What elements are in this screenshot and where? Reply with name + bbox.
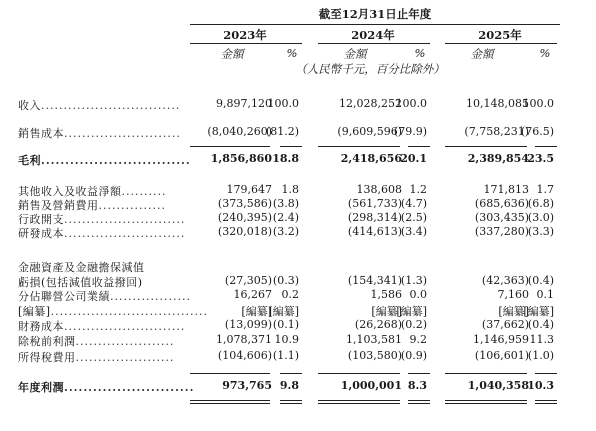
leader-dots: ........................... [64, 213, 186, 226]
leader-dots: ............... [98, 199, 166, 212]
amount-cell: 1,586 [370, 288, 402, 301]
amount-cell: 12,028,252 [339, 97, 402, 110]
row-label-text: 金融資產及金融擔保減值 [18, 261, 145, 274]
year-2024: 2024年 [351, 28, 395, 42]
rule [445, 146, 527, 147]
row-label-text: 虧損(包括減值收益撥回) [18, 276, 143, 289]
leader-dots: ............................... [41, 99, 181, 112]
amount-cell: (42,363) [481, 274, 529, 287]
row-label-text: 毛利 [18, 154, 41, 167]
percent-cell: 23.5 [527, 152, 554, 165]
percent-cell: (6.8) [527, 197, 554, 210]
year-2024-rule [318, 43, 430, 44]
percent-cell: 1.7 [536, 183, 554, 196]
percent-cell: (1.1) [272, 349, 299, 362]
percent-cell: (0.9) [400, 349, 427, 362]
percent-cell: (76.5) [520, 125, 554, 138]
rule [190, 146, 270, 147]
year-2025: 2025年 [478, 28, 522, 42]
percent-cell: (3.0) [527, 211, 554, 224]
amount-cell: (154,341) [347, 274, 402, 287]
percent-cell: (81.2) [265, 125, 299, 138]
percent-cell: (1.3) [400, 274, 427, 287]
amount-cell: (26,268) [354, 318, 402, 331]
row-label [18, 125, 181, 141]
amount-cell: 2,418,656 [340, 152, 402, 165]
row-label-text: 銷售及營銷費用 [18, 199, 99, 212]
leader-dots: ...................... [75, 351, 175, 364]
leader-dots: ...................... [75, 335, 175, 348]
amount-cell: 2,389,854 [467, 152, 529, 165]
amount-cell: 1,040,358 [467, 379, 529, 392]
amount-cell: (298,314) [347, 211, 402, 224]
amount-cell: [編纂] [498, 305, 529, 318]
rule [535, 146, 557, 147]
percent-cell: (0.4) [527, 318, 554, 331]
percent-cell: 8.3 [407, 379, 427, 392]
row-label-text: 財務成本 [18, 320, 64, 333]
row-label-text: 分佔聯營公司業績 [18, 290, 110, 303]
percent-cell: (3.2) [272, 225, 299, 238]
row-label-text: 所得稅費用 [18, 351, 76, 364]
rule [408, 373, 430, 374]
amount-header-2024: 金額 [343, 47, 367, 61]
percent-cell: (0.4) [527, 274, 554, 287]
amount-cell: (27,305) [224, 274, 272, 287]
amount-cell: [編纂] [241, 305, 272, 318]
amount-cell: (337,280) [474, 225, 529, 238]
percent-cell: 0.2 [281, 288, 299, 301]
leader-dots: ........................... [64, 320, 186, 333]
percent-cell: (0.1) [272, 318, 299, 331]
rule [190, 373, 270, 374]
percent-header-2025: % [539, 46, 551, 60]
amount-cell: (373,586) [217, 197, 272, 210]
percent-cell: (1.0) [527, 349, 554, 362]
percent-cell: 100.0 [395, 97, 427, 110]
row-label-text: 行政開支 [18, 213, 64, 226]
percent-cell: 1.2 [409, 183, 427, 196]
percent-cell: 100.0 [267, 97, 299, 110]
amount-cell: (7,758,231) [464, 125, 529, 138]
percent-header-2024: % [414, 46, 426, 60]
amount-cell: (414,613) [347, 225, 402, 238]
percent-cell: 0.0 [409, 288, 427, 301]
percent-cell: (4.7) [400, 197, 427, 210]
amount-cell: (13,099) [224, 318, 272, 331]
row-label-text: [編纂] [18, 305, 51, 318]
percent-cell: 0.1 [536, 288, 554, 301]
amount-cell: (320,018) [217, 225, 272, 238]
percent-cell: 1.8 [281, 183, 299, 196]
percent-cell: 18.8 [272, 152, 299, 165]
amount-cell: [編纂] [371, 305, 402, 318]
amount-cell: 7,160 [497, 288, 529, 301]
row-label [18, 259, 145, 275]
amount-cell: 9,897,120 [216, 97, 272, 110]
row-label [18, 152, 191, 168]
row-label-text: 其他收入及收益淨額 [18, 185, 122, 198]
leader-dots: .......................... [64, 127, 181, 140]
double-rule [535, 400, 557, 404]
percent-cell: (0.2) [400, 318, 427, 331]
percent-cell: (3.8) [272, 197, 299, 210]
row-label [18, 97, 180, 113]
amount-header-2023: 金額 [220, 47, 244, 61]
amount-cell: 171,813 [483, 183, 529, 196]
rule [408, 146, 430, 147]
percent-cell: [編纂] [396, 305, 427, 318]
percent-cell: 11.3 [529, 333, 554, 346]
amount-cell: 1,146,959 [473, 333, 529, 346]
leader-dots: .......... [121, 185, 167, 198]
percent-cell: (79.9) [393, 125, 427, 138]
amount-cell: (240,395) [217, 211, 272, 224]
rule [280, 373, 302, 374]
percent-cell: [編纂] [523, 305, 554, 318]
percent-cell: (3.4) [400, 225, 427, 238]
row-label-text: 收入 [18, 99, 41, 112]
double-rule [280, 400, 302, 404]
amount-cell: 1,103,581 [346, 333, 402, 346]
rule [445, 373, 527, 374]
row-label [18, 303, 208, 319]
row-label-text: 年度利潤 [18, 381, 64, 394]
amount-cell: (685,636) [474, 197, 529, 210]
amount-cell: (303,435) [474, 211, 529, 224]
row-label-text: 銷售成本 [18, 127, 64, 140]
unit-note: （人民幣千元，百分比除外） [295, 62, 445, 76]
amount-header-2025: 金額 [470, 47, 494, 61]
leader-dots: .................. [110, 290, 191, 303]
leader-dots: ........................... [64, 227, 186, 240]
amount-cell: 1,000,001 [340, 379, 402, 392]
amount-cell: 10,148,085 [466, 97, 529, 110]
percent-header-2023: % [286, 46, 298, 60]
percent-cell: (2.5) [400, 211, 427, 224]
amount-cell: (9,609,596) [337, 125, 402, 138]
row-label [18, 333, 174, 349]
row-label [18, 379, 194, 395]
double-rule [318, 400, 400, 404]
rule [318, 146, 400, 147]
row-label [18, 288, 191, 304]
row-label [18, 225, 185, 241]
double-rule [445, 400, 527, 404]
row-label-text: 研發成本 [18, 227, 64, 240]
row-label-text: 除稅前利潤 [18, 335, 76, 348]
amount-cell: 16,267 [233, 288, 272, 301]
year-2025-rule [445, 43, 557, 44]
rule [280, 146, 302, 147]
header-rule [190, 24, 560, 25]
row-label [18, 349, 174, 365]
amount-cell: (561,733) [347, 197, 402, 210]
year-2023-rule [190, 43, 302, 44]
leader-dots: ........................... [64, 381, 195, 394]
percent-cell: 20.1 [400, 152, 427, 165]
period-title: 截至12月31日止年度 [318, 7, 432, 21]
percent-cell: (0.3) [272, 274, 299, 287]
percent-cell: (2.4) [272, 211, 299, 224]
amount-cell: 1,078,371 [216, 333, 272, 346]
amount-cell: 138,608 [356, 183, 402, 196]
rule [318, 373, 400, 374]
amount-cell: (8,040,260) [207, 125, 272, 138]
double-rule [408, 400, 430, 404]
row-label [18, 318, 185, 334]
amount-cell: 973,765 [222, 379, 272, 392]
leader-dots: ................................... [50, 305, 208, 318]
year-2023: 2023年 [223, 28, 267, 42]
rule [535, 373, 557, 374]
percent-cell: 9.2 [409, 333, 427, 346]
amount-cell: (103,580) [347, 349, 402, 362]
percent-cell: 10.9 [274, 333, 299, 346]
percent-cell: 10.3 [527, 379, 554, 392]
percent-cell: 9.8 [279, 379, 299, 392]
leader-dots: ............................... [41, 154, 191, 167]
amount-cell: 179,647 [226, 183, 272, 196]
percent-cell: (3.3) [527, 225, 554, 238]
amount-cell: 1,856,860 [210, 152, 272, 165]
amount-cell: (37,662) [481, 318, 529, 331]
percent-cell: [編纂] [268, 305, 299, 318]
amount-cell: (106,601) [474, 349, 529, 362]
percent-cell: 100.0 [522, 97, 554, 110]
amount-cell: (104,606) [217, 349, 272, 362]
double-rule [190, 400, 270, 404]
